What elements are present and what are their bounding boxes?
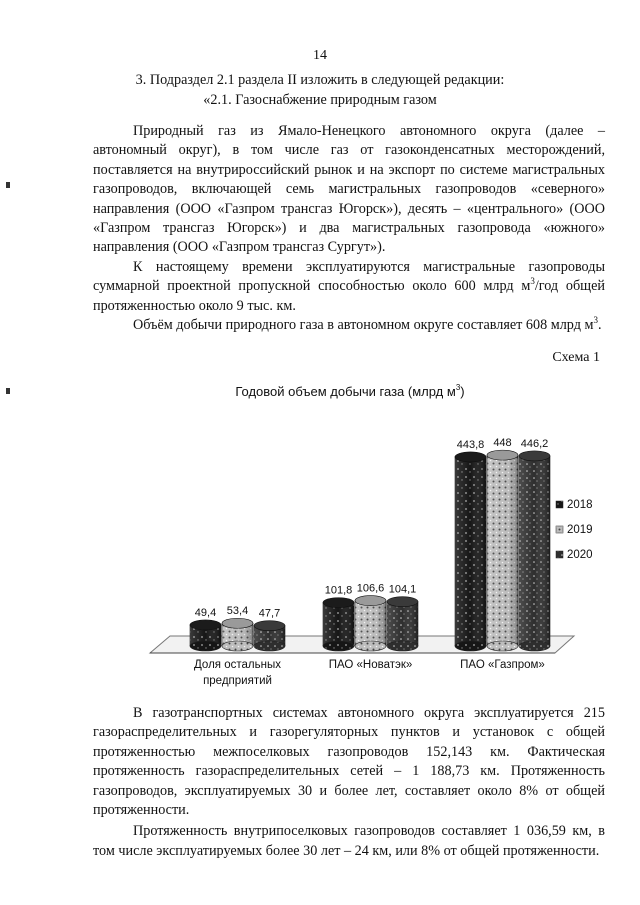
legend-item-2018 [556,499,593,511]
paragraph-pipeline-capacity [93,258,605,316]
category-label: ПАО «Новатэк» [328,659,413,671]
chart-title-end: ) [460,384,465,399]
legend-label: 2018 [567,499,593,511]
category-labels-group [194,659,545,687]
bar-gazprom-2019 [487,450,518,651]
category-label: Доля остальных [194,659,281,671]
page-number: 14 [313,48,327,63]
data-label: 448 [493,437,512,450]
bar-gazprom-2020 [519,451,550,651]
scheme-label: Схема 1 [552,350,600,365]
legend-swatch [556,551,563,558]
bar-novatek-2018 [323,598,354,651]
legend-swatch [556,526,563,533]
legend [556,499,593,561]
legend-label: 2019 [567,524,593,536]
category-label: предприятий [203,675,272,687]
bar-other-companies-2020 [254,621,285,651]
bar-gazprom-2018 [455,452,486,651]
subsection-title: «2.1. Газоснабжение природным газом [203,92,437,108]
bar-novatek-2020 [387,597,418,651]
legend-label: 2020 [567,549,593,561]
data-label: 49,4 [194,606,217,619]
chart-title-sup: 3 [455,383,461,392]
legend-swatch [556,501,563,508]
bar-novatek-2019 [355,596,386,651]
body-text-top [93,122,605,335]
section-instruction: 3. Подраздел 2.1 раздела II изложить в следующей редакции: [135,72,505,88]
text: . [597,317,602,334]
paragraph-gas-distribution: В газотранспортных системах автономного округа эксплуатируется 215 газораспределительных и газорегуляторных пунктов и установок с общей протяженностью межпоселковых газопроводов 152,143 км. Фактическая протяженность газораспределительных сетей – 1 188,73 км. Протяженность газопроводов, эксплуатируемых 30 и более лет, составляет около 8% от общей протяженности. [93,705,605,819]
data-label: 53,4 [226,605,249,618]
text: /год общей протяженностью около 9 тыс. км. [93,278,605,314]
data-label: 101,8 [324,584,353,597]
bar-other-companies-2018 [190,620,221,651]
text: К настоящему времени эксплуатируются магистральные газопроводы суммарной проектной пропускной способностью около 600 млрд м [93,258,605,295]
data-label: 47,7 [258,607,281,620]
data-label: 443,8 [456,438,485,451]
data-label: 104,1 [388,583,417,596]
body-text-bottom [93,704,605,861]
gas-production-chart [0,378,640,698]
chart-title-text: Годовой объем добычи газа (млрд м [235,384,456,399]
legend-item-2020 [556,549,593,561]
superscript: 3 [593,315,598,326]
legend-item-2019 [556,524,593,536]
bar-other-companies-2019 [222,618,253,651]
data-label: 446,2 [520,437,549,450]
bars-group [190,450,550,651]
superscript: 3 [530,276,535,287]
chart-title [235,383,464,399]
scan-mark [6,182,10,188]
text: Объём добычи природного газа в автономном округе составляет 608 млрд м [133,317,594,334]
data-label: 106,6 [356,582,385,595]
paragraph-settlement-pipelines: Протяженность внутрипоселковых газопроводов составляет 1 036,59 км, в том числе эксплуатируемых более 30 лет – 24 км, или 8% от общей протяженности. [93,823,605,859]
category-label: ПАО «Газпром» [460,659,545,671]
paragraph-gas-supply-system: Природный газ из Ямало-Ненецкого автономного округа (далее – автономный округ), в том числе газ от газоконденсатных месторождений, поставляется на внутрироссийский рынок и на экспорт по системе магистральных газопроводов, включающей семь магистральных газопроводов «северного» направления (ООО «Газпром трансгаз Югорск»), десять – «центрального» (ООО «Газпром трансгаз Югорск») и два магистральных газопровода «южного» направления (ООО «Газпром трансгаз Сургут»). [93,123,605,256]
paragraph-production-volume [93,316,605,335]
